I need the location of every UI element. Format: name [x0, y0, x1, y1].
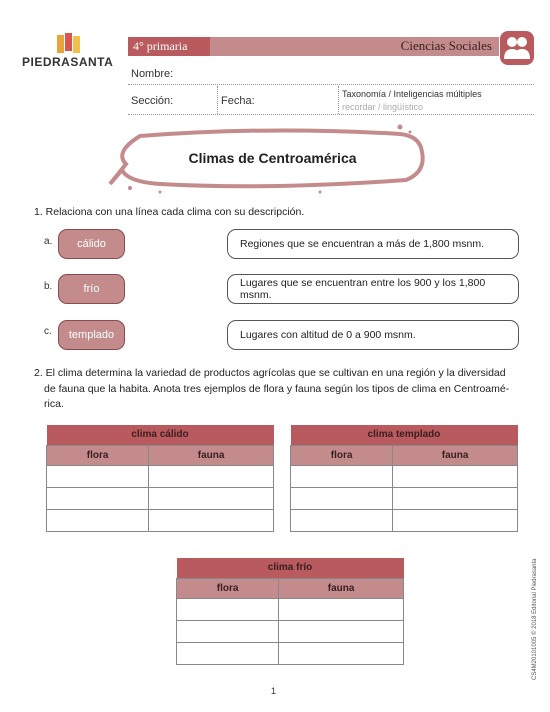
table-row: [47, 487, 274, 509]
table-clima-frio: [176, 558, 404, 665]
section-label: Sección:: [131, 95, 174, 107]
flora-cell[interactable]: [47, 487, 149, 509]
description-box[interactable]: Regiones que se encuentran a más de 1,800 msnm.: [227, 229, 519, 259]
flora-cell[interactable]: [47, 509, 149, 531]
subject-label: Ciencias Sociales: [400, 38, 492, 53]
section-date-field[interactable]: [128, 114, 534, 115]
column-header-fauna: fauna: [149, 445, 274, 465]
table-row: [291, 509, 518, 531]
flora-cell[interactable]: [177, 598, 279, 620]
table-clima-templado: [290, 425, 518, 532]
piedrasanta-logo-icon: [57, 33, 81, 55]
copyright-side-text: CS4M20101005 © 2018 Editorial Piedrasanta: [532, 558, 538, 680]
flora-cell[interactable]: [291, 487, 393, 509]
fauna-cell[interactable]: [279, 598, 404, 620]
flora-cell[interactable]: [177, 642, 279, 664]
name-field[interactable]: [128, 84, 534, 85]
divider: [217, 86, 218, 114]
item-letter: a.: [44, 236, 53, 247]
table-row: [177, 598, 404, 620]
table-title: clima cálido: [47, 425, 274, 445]
date-label: Fecha:: [221, 95, 255, 107]
divider: [338, 86, 339, 114]
table-clima-calido: [46, 425, 274, 532]
description-box[interactable]: Lugares con altitud de 0 a 900 msnm.: [227, 320, 519, 350]
fauna-cell[interactable]: [149, 509, 274, 531]
column-header-fauna: fauna: [393, 445, 518, 465]
item-letter: b.: [44, 281, 53, 292]
fauna-cell[interactable]: [279, 642, 404, 664]
name-label: Nombre:: [131, 68, 174, 80]
column-header-flora: flora: [47, 445, 149, 465]
question-2-line-1: 2. El clima determina la variedad de productos agrícolas que se cultivan en una región y la diversidad: [34, 367, 506, 379]
climate-pill-templado[interactable]: templado: [58, 320, 125, 350]
flora-cell[interactable]: [47, 465, 149, 487]
fauna-cell[interactable]: [149, 487, 274, 509]
grade-label: 4° primaria: [128, 37, 210, 56]
table-row: [177, 642, 404, 664]
fauna-cell[interactable]: [279, 620, 404, 642]
table-row: [291, 487, 518, 509]
description-box[interactable]: Lugares que se encuentran entre los 900 y los 1,800 msnm.: [227, 274, 519, 304]
group-people-icon: [500, 31, 534, 65]
column-header-flora: flora: [291, 445, 393, 465]
item-letter: c.: [44, 326, 52, 337]
fauna-cell[interactable]: [393, 509, 518, 531]
question-1-text: 1. Relaciona con una línea cada clima con su descripción.: [34, 206, 305, 218]
table-row: [47, 465, 274, 487]
climate-pill-calido[interactable]: cálido: [58, 229, 125, 259]
taxonomy-sub-label: recordar / lingüístico: [342, 102, 424, 112]
logo-text: PIEDRASANTA: [22, 55, 114, 69]
question-2-line-3: rica.: [44, 398, 64, 410]
climate-pill-frio[interactable]: frío: [58, 274, 125, 304]
flora-cell[interactable]: [177, 620, 279, 642]
fauna-cell[interactable]: [149, 465, 274, 487]
taxonomy-label: Taxonomía / Inteligencias múltiples: [342, 89, 482, 99]
column-header-flora: flora: [177, 578, 279, 598]
page-number: 1: [271, 686, 277, 696]
table-title: clima frío: [177, 558, 404, 578]
table-row: [47, 509, 274, 531]
table-row: [291, 465, 518, 487]
table-title: clima templado: [291, 425, 518, 445]
flora-cell[interactable]: [291, 509, 393, 531]
table-row: [177, 620, 404, 642]
flora-cell[interactable]: [291, 465, 393, 487]
page-title: Climas de Centroamérica: [188, 150, 357, 166]
fauna-cell[interactable]: [393, 487, 518, 509]
column-header-fauna: fauna: [279, 578, 404, 598]
fauna-cell[interactable]: [393, 465, 518, 487]
question-2-line-2: de fauna que la habita. Anota tres ejemplos de flora y fauna según los tipos de clima en Centroamé-: [44, 383, 510, 395]
